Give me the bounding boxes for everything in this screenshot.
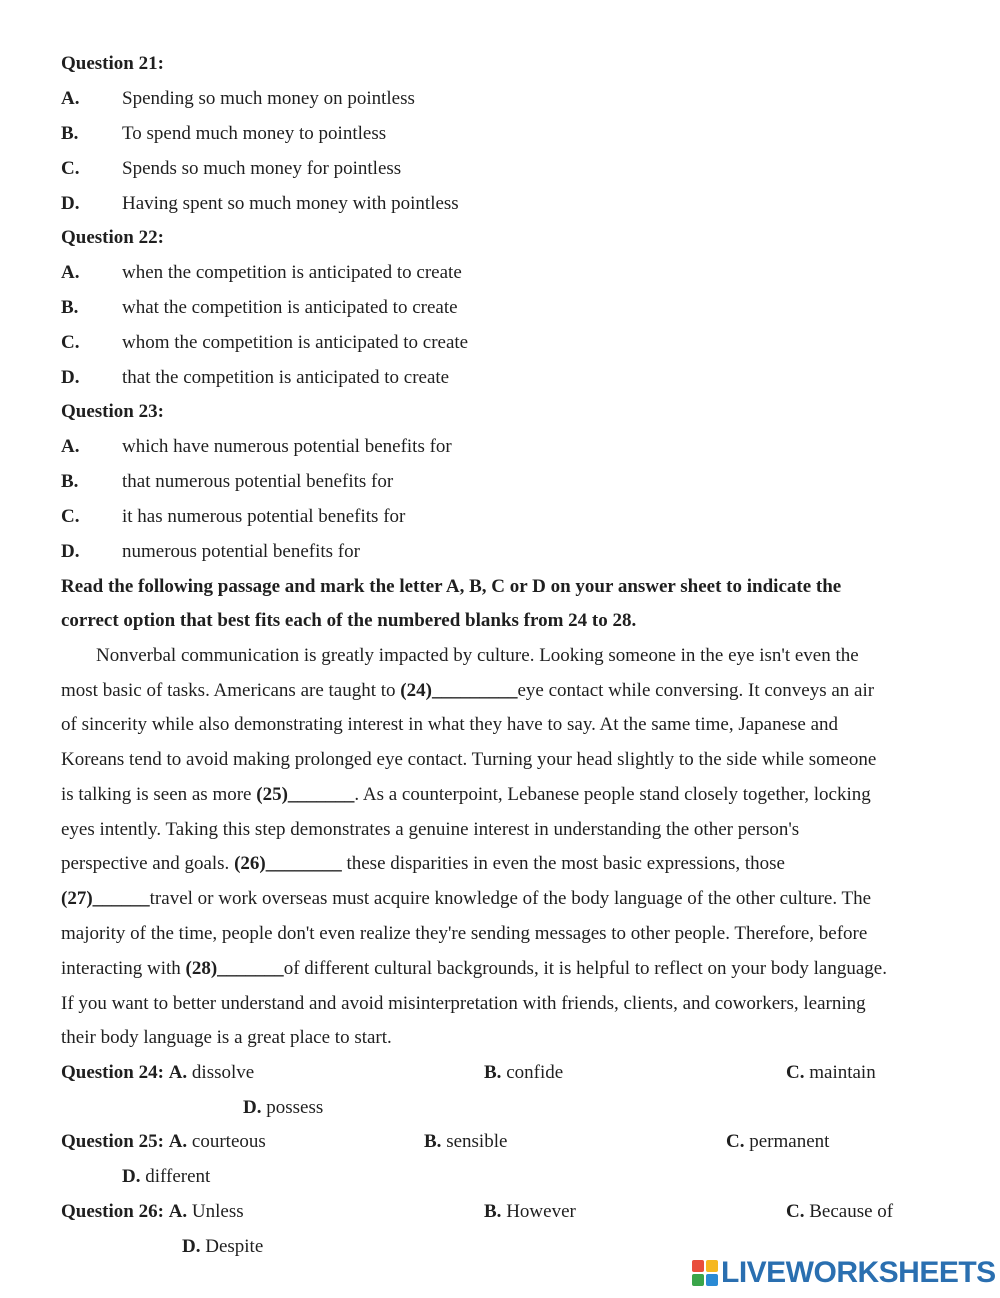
q23-option-d[interactable]: numerous potential benefits for bbox=[122, 541, 360, 562]
option-text: Despite bbox=[200, 1236, 264, 1257]
passage-line: majority of the time, people don't even realize they're sending messages to other people. Therefore, before bbox=[61, 923, 868, 944]
passage-text: eye contact while conversing. It conveys an air bbox=[517, 680, 875, 701]
question-26-option-c[interactable] bbox=[786, 1200, 893, 1224]
question-25-option-c[interactable] bbox=[726, 1130, 829, 1154]
option-letter: B. bbox=[484, 1201, 502, 1222]
q21-option-a-letter: A. bbox=[61, 88, 80, 109]
option-text: maintain bbox=[804, 1062, 876, 1083]
option-letter: B. bbox=[424, 1131, 442, 1152]
question-25-option-b[interactable] bbox=[424, 1130, 507, 1154]
passage-text: these disparities in even the most basic expressions, those bbox=[341, 853, 785, 874]
question-25-option-a[interactable] bbox=[61, 1130, 266, 1154]
passage-line: eyes intently. Taking this step demonstrates a genuine interest in understanding the other person's bbox=[61, 819, 800, 840]
option-letter: D. bbox=[243, 1097, 262, 1118]
option-text: sensible bbox=[441, 1131, 508, 1152]
q23-option-c[interactable]: it has numerous potential benefits for bbox=[122, 506, 406, 527]
option-letter: C. bbox=[786, 1201, 805, 1222]
option-letter: A. bbox=[168, 1131, 188, 1152]
question-26-option-b[interactable] bbox=[484, 1200, 576, 1224]
logo-mark-icon bbox=[692, 1260, 718, 1286]
q21-option-d[interactable]: Having spent so much money with pointless bbox=[122, 193, 459, 214]
blank-24[interactable]: (24)_________ bbox=[400, 680, 518, 701]
option-letter: C. bbox=[726, 1131, 745, 1152]
passage-line: their body language is a great place to start. bbox=[61, 1027, 392, 1048]
question-26-option-d[interactable] bbox=[182, 1235, 263, 1259]
option-text: confide bbox=[501, 1062, 564, 1083]
option-letter: A. bbox=[168, 1201, 188, 1222]
q21-option-c-letter: C. bbox=[61, 158, 80, 179]
q23-option-b-letter: B. bbox=[61, 471, 79, 492]
option-text: possess bbox=[261, 1097, 324, 1118]
option-letter: C. bbox=[786, 1062, 805, 1083]
passage-text: perspective and goals. bbox=[61, 853, 235, 874]
passage-text: of different cultural backgrounds, it is helpful to reflect on your body language. bbox=[283, 958, 887, 979]
q21-option-b-letter: B. bbox=[61, 123, 79, 144]
question-24-title: Question 24: bbox=[61, 1062, 164, 1083]
q21-option-d-letter: D. bbox=[61, 193, 80, 214]
q21-option-a[interactable]: Spending so much money on pointless bbox=[122, 88, 415, 109]
option-text: Because of bbox=[804, 1201, 894, 1222]
question-26-title: Question 26: bbox=[61, 1201, 164, 1222]
logo-text: LIVEWORKSHEETS bbox=[721, 1256, 996, 1289]
question-22-title: Question 22: bbox=[61, 227, 164, 248]
option-text: dissolve bbox=[187, 1062, 255, 1083]
passage-line: Nonverbal communication is greatly impacted by culture. Looking someone in the eye isn't even the bbox=[96, 645, 859, 666]
option-text: permanent bbox=[744, 1131, 830, 1152]
q22-option-b[interactable]: what the competition is anticipated to create bbox=[122, 297, 458, 318]
question-24-option-a[interactable] bbox=[61, 1061, 254, 1085]
question-25-title: Question 25: bbox=[61, 1131, 164, 1152]
q22-option-d[interactable]: that the competition is anticipated to create bbox=[122, 367, 450, 388]
blank-25[interactable]: (25)_______ bbox=[256, 784, 355, 805]
q23-option-a-letter: A. bbox=[61, 436, 80, 457]
passage-text: most basic of tasks. Americans are taught to bbox=[61, 680, 401, 701]
instruction-line-1: Read the following passage and mark the letter A, B, C or D on your answer sheet to indicate the bbox=[61, 576, 842, 597]
passage-text: . As a counterpoint, Lebanese people stand closely together, locking bbox=[354, 784, 871, 805]
question-21-title: Question 21: bbox=[61, 53, 164, 74]
q23-option-b[interactable]: that numerous potential benefits for bbox=[122, 471, 394, 492]
passage-line: If you want to better understand and avoid misinterpretation with friends, clients, and coworkers, learning bbox=[61, 993, 866, 1014]
blank-28[interactable]: (28)_______ bbox=[185, 958, 284, 979]
blank-26[interactable]: (26)________ bbox=[234, 853, 342, 874]
q21-option-b[interactable]: To spend much money to pointless bbox=[122, 123, 387, 144]
question-24-option-c[interactable] bbox=[786, 1061, 876, 1085]
logo-square-icon bbox=[692, 1260, 704, 1272]
logo-square-icon bbox=[706, 1260, 718, 1272]
question-23-title: Question 23: bbox=[61, 401, 164, 422]
passage-line bbox=[61, 887, 941, 911]
q23-option-a[interactable]: which have numerous potential benefits for bbox=[122, 436, 452, 457]
option-text: different bbox=[140, 1166, 211, 1187]
q22-option-d-letter: D. bbox=[61, 367, 80, 388]
passage-line: Koreans tend to avoid making prolonged eye contact. Turning your head slightly to the side while someone bbox=[61, 749, 877, 770]
passage-line bbox=[61, 957, 941, 981]
question-24-option-d[interactable] bbox=[243, 1096, 323, 1120]
passage-text: interacting with bbox=[61, 958, 186, 979]
q23-option-c-letter: C. bbox=[61, 506, 80, 527]
instruction-line-2: correct option that best fits each of the numbered blanks from 24 to 28. bbox=[61, 610, 637, 631]
logo-square-icon bbox=[692, 1274, 704, 1286]
option-letter: B. bbox=[484, 1062, 502, 1083]
question-25-option-d[interactable] bbox=[122, 1165, 210, 1189]
option-text: Unless bbox=[187, 1201, 244, 1222]
q22-option-c[interactable]: whom the competition is anticipated to create bbox=[122, 332, 469, 353]
option-text: courteous bbox=[187, 1131, 266, 1152]
logo-square-icon bbox=[706, 1274, 718, 1286]
passage-text: is talking is seen as more bbox=[61, 784, 257, 805]
question-26-option-a[interactable] bbox=[61, 1200, 244, 1224]
q23-option-d-letter: D. bbox=[61, 541, 80, 562]
liveworksheets-logo bbox=[692, 1258, 996, 1288]
passage-line bbox=[61, 852, 941, 876]
passage-text: travel or work overseas must acquire knowledge of the body language of the other culture. The bbox=[149, 888, 872, 909]
passage-line bbox=[61, 783, 941, 807]
option-letter: D. bbox=[182, 1236, 201, 1257]
passage-line bbox=[61, 679, 941, 703]
option-text: However bbox=[501, 1201, 576, 1222]
q21-option-c[interactable]: Spends so much money for pointless bbox=[122, 158, 402, 179]
q22-option-a-letter: A. bbox=[61, 262, 80, 283]
q22-option-a[interactable]: when the competition is anticipated to create bbox=[122, 262, 462, 283]
option-letter: D. bbox=[122, 1166, 141, 1187]
option-letter: A. bbox=[168, 1062, 188, 1083]
q22-option-b-letter: B. bbox=[61, 297, 79, 318]
q22-option-c-letter: C. bbox=[61, 332, 80, 353]
question-24-option-b[interactable] bbox=[484, 1061, 563, 1085]
passage-line: of sincerity while also demonstrating interest in what they have to say. At the same time, Japanese and bbox=[61, 714, 839, 735]
blank-27[interactable]: (27)______ bbox=[61, 888, 150, 909]
